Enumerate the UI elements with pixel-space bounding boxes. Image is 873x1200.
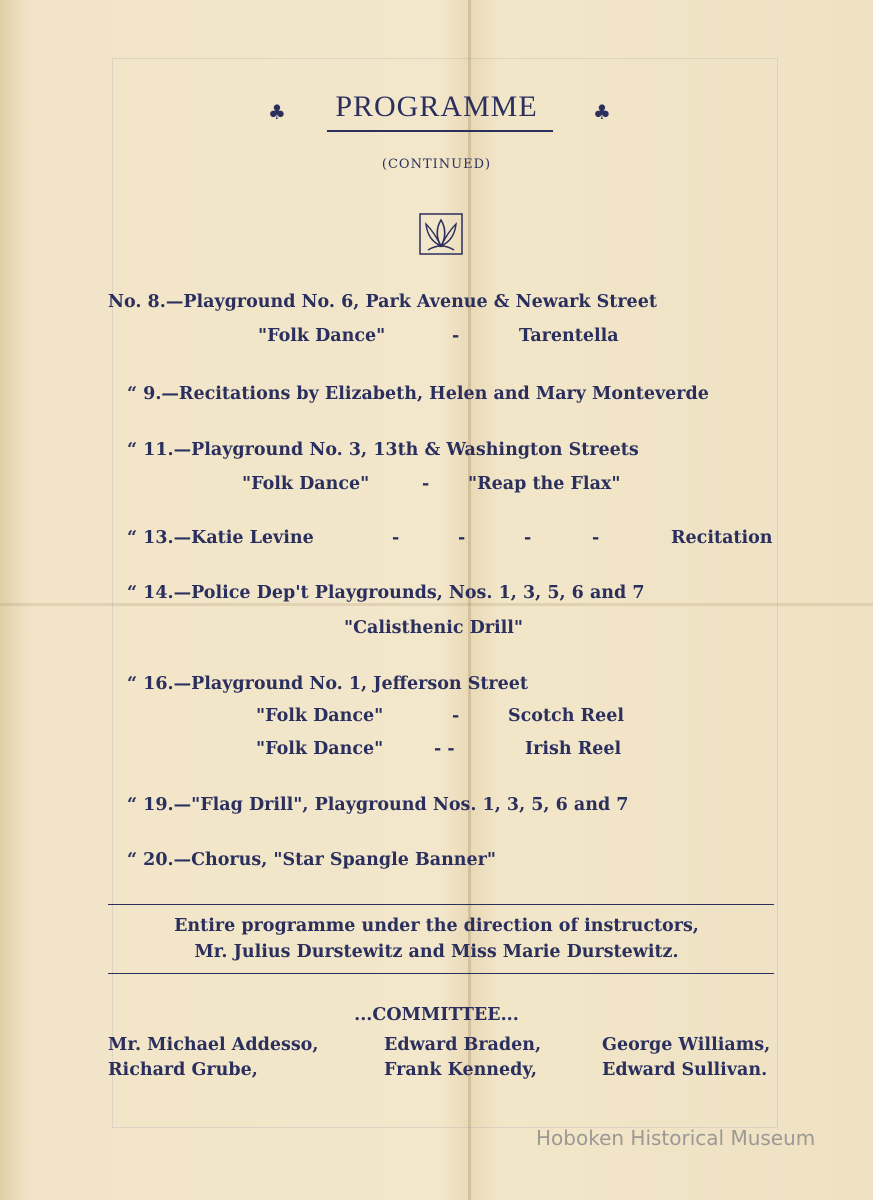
programme-item-9: “ 9.—Recitations by Elizabeth, Helen and Mary Monteverde (127, 384, 709, 404)
item-13-title: Recitation (671, 528, 773, 548)
programme-item-19: “ 19.—"Flag Drill", Playground Nos. 1, 3, 5, 6 and 7 (127, 795, 629, 815)
item-16-dash: - (452, 706, 460, 726)
programme-item-20: “ 20.—Chorus, "Star Spangle Banner" (127, 850, 496, 870)
item-8-title: Tarentella (519, 326, 619, 346)
page-subtitle: (CONTINUED) (381, 157, 492, 172)
programme-item-14: “ 14.—Police Dep't Playgrounds, Nos. 1, 3, 5, 6 and 7 (127, 583, 645, 603)
item-13-dash: - (392, 528, 400, 548)
item-16-dance: "Folk Dance" (256, 706, 384, 726)
item-11-dance: "Folk Dance" (242, 474, 370, 494)
committee-member: Edward Sullivan. (602, 1060, 768, 1080)
committee-member: Richard Grube, (108, 1060, 258, 1080)
item-13-dash: - (458, 528, 466, 548)
clover-ornament-icon: ♣ (593, 100, 611, 124)
committee-member: Edward Braden, (384, 1035, 542, 1055)
divider-rule (108, 904, 774, 905)
item-16-title: Scotch Reel (508, 706, 624, 726)
item-11-dash: - (422, 474, 430, 494)
committee-member: Mr. Michael Addesso, (108, 1035, 319, 1055)
item-14-subtitle: "Calisthenic Drill" (344, 618, 524, 638)
programme-item-16: “ 16.—Playground No. 1, Jefferson Street (127, 674, 528, 694)
divider-rule (108, 973, 774, 974)
item-16-title: Irish Reel (525, 739, 622, 759)
item-11-title: "Reap the Flax" (468, 474, 621, 494)
item-16-dance: "Folk Dance" (256, 739, 384, 759)
clover-ornament-icon: ♣ (268, 100, 286, 124)
committee-heading: ...COMMITTEE... (354, 1005, 519, 1025)
direction-line-2: Mr. Julius Durstewitz and Miss Marie Durstewitz. (194, 942, 679, 962)
committee-member: George Williams, (602, 1035, 771, 1055)
item-16-dash: - - (434, 739, 455, 759)
committee-member: Frank Kennedy, (384, 1060, 537, 1080)
title-underline (327, 130, 553, 132)
programme-item-8: No. 8.—Playground No. 6, Park Avenue & Newark Street (108, 292, 657, 312)
item-13-dash: - (524, 528, 532, 548)
lotus-fleuron-icon (418, 212, 464, 258)
item-13-dash: - (592, 528, 600, 548)
direction-line-1: Entire programme under the direction of instructors, (174, 916, 699, 936)
item-8-dance: "Folk Dance" (258, 326, 386, 346)
museum-watermark: Hoboken Historical Museum (536, 1126, 816, 1150)
page-title: PROGRAMME (335, 90, 538, 123)
programme-item-11: “ 11.—Playground No. 3, 13th & Washington Streets (127, 440, 639, 460)
item-8-dash: - (452, 326, 460, 346)
programme-item-13: “ 13.—Katie Levine (127, 528, 314, 548)
